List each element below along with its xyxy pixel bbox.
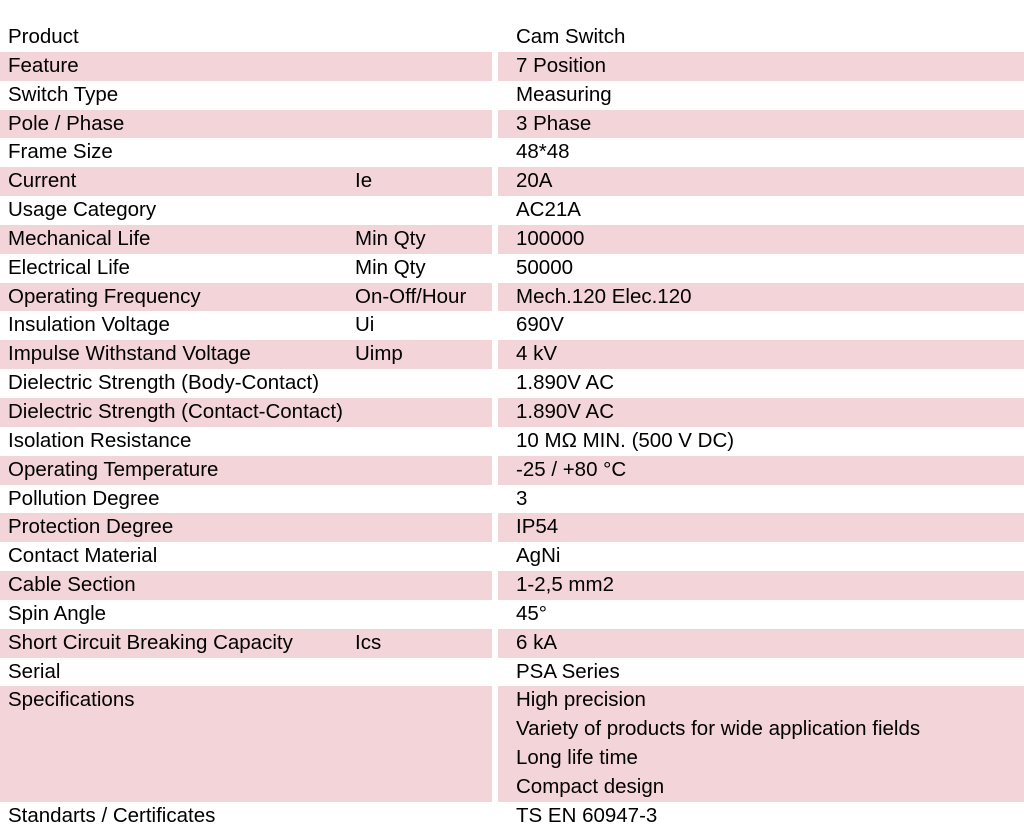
table-row-pollution-degree (0, 485, 1024, 514)
table-row-dielectric-strength-body-contact (0, 369, 1024, 398)
row-value: 1-2,5 mm2 (516, 573, 614, 597)
row-label: Contact Material (8, 544, 158, 568)
row-label: Impulse Withstand Voltage (8, 342, 251, 366)
row-value-line: High precision (516, 688, 646, 712)
row-label: Protection Degree (8, 515, 174, 539)
row-label: Spin Angle (8, 601, 107, 625)
row-shade-right (498, 629, 1024, 658)
row-value: 1.890V AC (516, 399, 615, 423)
row-value: 45° (516, 601, 548, 625)
table-row-operating-frequency (0, 283, 1024, 312)
row-value-list (516, 686, 920, 801)
row-value-line: Long life time (516, 746, 638, 770)
row-value: 7 Position (516, 53, 607, 77)
row-value-line: Compact design (516, 774, 665, 798)
table-row-impulse-withstand-voltage (0, 340, 1024, 369)
row-label: Electrical Life (8, 255, 130, 279)
row-value: 690V (516, 313, 564, 337)
row-label: Standarts / Certificates (8, 803, 216, 827)
table-row-pole-phase (0, 110, 1024, 139)
row-label: Mechanical Life (8, 226, 151, 250)
row-value: Mech.120 Elec.120 (516, 284, 692, 308)
row-value: PSA Series (516, 659, 620, 683)
row-value: 3 Phase (516, 111, 592, 135)
row-label: Product (8, 25, 79, 48)
table-row-current (0, 167, 1024, 196)
table-row-contact-material (0, 542, 1024, 571)
row-unit: Min Qty (355, 226, 426, 250)
row-label: Switch Type (8, 82, 119, 106)
row-value: 1.890V AC (516, 371, 615, 395)
row-label: Operating Temperature (8, 457, 219, 481)
row-label: Dielectric Strength (Body-Contact) (8, 371, 320, 395)
row-label: Pollution Degree (8, 486, 160, 510)
row-label: Insulation Voltage (8, 313, 170, 337)
table-row-product (0, 23, 1024, 52)
table-row-insulation-voltage (0, 311, 1024, 340)
table-row-protection-degree (0, 513, 1024, 542)
row-value: Cam Switch (516, 25, 626, 48)
row-value: 48*48 (516, 140, 570, 164)
row-label: Usage Category (8, 198, 157, 222)
table-row-standards-certificates (0, 802, 1024, 831)
table-row-operating-temperature (0, 456, 1024, 485)
table-row-isolation-resistance (0, 427, 1024, 456)
row-unit: Uimp (355, 342, 403, 366)
row-label: Dielectric Strength (Contact-Contact) (8, 399, 343, 423)
row-unit: Ie (355, 169, 373, 193)
table-row-mechanical-life (0, 225, 1024, 254)
row-value: 4 kV (516, 342, 558, 366)
table-row-spin-angle (0, 600, 1024, 629)
row-value: 10 MΩ MIN. (500 V DC) (516, 428, 735, 452)
row-label: Serial (8, 659, 61, 683)
row-label: Feature (8, 53, 79, 77)
row-value: 100000 (516, 226, 585, 250)
row-value: 20A (516, 169, 553, 193)
row-value: AC21A (516, 198, 581, 222)
row-label: Frame Size (8, 140, 113, 164)
row-label: Short Circuit Breaking Capacity (8, 630, 293, 654)
table-row-specifications (0, 686, 1024, 801)
row-shade-right (498, 340, 1024, 369)
spec-table (0, 23, 1024, 831)
table-row-dielectric-strength-contact-contact (0, 398, 1024, 427)
row-value: AgNi (516, 544, 561, 568)
table-row-cable-section (0, 571, 1024, 600)
table-row-feature (0, 52, 1024, 81)
row-value: 3 (516, 486, 528, 510)
table-row-usage-category (0, 196, 1024, 225)
row-value-line: Variety of products for wide application fields (516, 717, 921, 741)
row-value: IP54 (516, 515, 559, 539)
row-shade-right (498, 167, 1024, 196)
row-unit: Ics (355, 630, 382, 654)
table-row-frame-size (0, 138, 1024, 167)
row-shade-right (498, 513, 1024, 542)
row-value: -25 / +80 °C (516, 457, 627, 481)
row-label: Pole / Phase (8, 111, 125, 135)
table-row-electrical-life (0, 254, 1024, 283)
row-unit: Ui (355, 313, 375, 337)
row-value: Measuring (516, 82, 612, 106)
row-label: Operating Frequency (8, 284, 201, 308)
table-row-switch-type (0, 81, 1024, 110)
row-label: Isolation Resistance (8, 428, 192, 452)
table-row-serial (0, 658, 1024, 687)
row-value: TS EN 60947-3 (516, 803, 658, 827)
row-unit: Min Qty (355, 255, 426, 279)
row-label: Current (8, 169, 77, 193)
table-row-short-circuit-breaking-capacity (0, 629, 1024, 658)
row-unit: On-Off/Hour (355, 284, 467, 308)
row-value: 50000 (516, 255, 574, 279)
row-label: Specifications (8, 688, 135, 712)
row-value: 6 kA (516, 630, 558, 654)
row-label: Cable Section (8, 573, 136, 597)
